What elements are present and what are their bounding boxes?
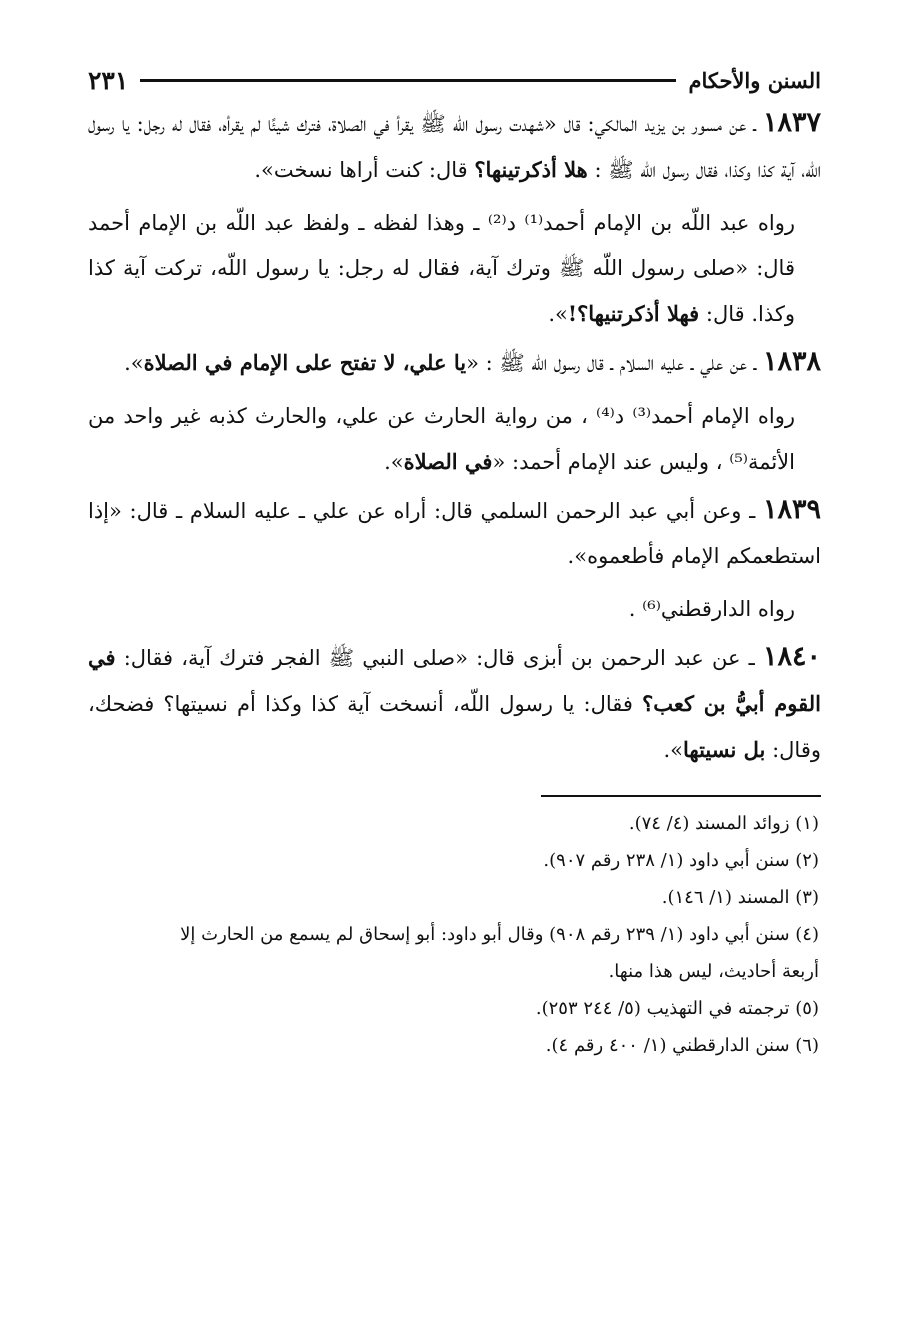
- hadith-bold-text: يا علي، لا تفتح على الإمام في الصلاة: [143, 350, 467, 375]
- hadith-number: ١٨٣٧: [762, 107, 821, 138]
- narration-text: ».: [548, 302, 568, 326]
- hadith-text: قال: كنت أراها نسخت».: [254, 158, 475, 182]
- header-rule: [140, 79, 676, 82]
- hadith-bold-text: بل نسيتها: [683, 737, 766, 762]
- footnote-5: (٥) ترجمته في التهذيب (٥/ ٢٤٤ ٢٥٣).: [535, 998, 819, 1019]
- hadith-text: ».: [124, 351, 144, 375]
- narration-1837: [88, 201, 821, 337]
- hadith-bold-text: هلا أذكرتينها؟: [474, 157, 588, 182]
- hadith-text: ـ عن عبد الرحمن بن أبزى قال: «صلى النبي ﷺ الفجر فترك آية، فقال:: [115, 646, 763, 670]
- narration-text: رواه الدارقطني⁽⁶⁾ .: [628, 597, 795, 621]
- footnote-2: (٢) سنن أبي داود (١/ ٢٣٨ رقم ٩٠٧).: [543, 850, 819, 871]
- hadith-number: ١٨٤٠: [762, 641, 821, 672]
- narration-text: رواه الإمام أحمد⁽³⁾ د⁽⁴⁾ ، من رواية الحارث عن علي، والحارث كذبه غير واحد من الأئمة⁽⁵⁾ ، وليس عند الإمام أحمد: «: [88, 404, 795, 474]
- hadith-1838: [88, 337, 821, 386]
- hadith-1839: [88, 485, 821, 579]
- hadith-bold-text: في القوم أبيُّ بن كعب؟: [88, 645, 821, 716]
- narration-1839: [88, 587, 821, 632]
- narration-bold-text: فهلا أذكرتنيها؟!: [567, 301, 700, 326]
- narration-1838: [88, 394, 821, 485]
- hadith-number: ١٨٣٨: [762, 346, 821, 377]
- narration-text: ».: [384, 450, 404, 474]
- running-header: [88, 62, 821, 98]
- hadith-number: ١٨٣٩: [762, 494, 821, 525]
- hadith-text: ـ عن مسور بن يزيد المالكي: قال «شهدت رسول اللّه ﷺ يقرأ في الصلاة، فترك شيئًا لم يقرأه، فقال له رجل: يا رسول اللّه، آية كذا وكذا، فقال رسول اللّه ﷺ :: [88, 112, 821, 182]
- hadith-1837: [88, 98, 821, 193]
- footnotes: [88, 805, 821, 1064]
- hadith-text: فقال: يا رسول اللّه، أنسخت آية كذا وكذا أم نسيتها؟ فضحك، وقال:: [88, 692, 821, 762]
- footnote-separator: [541, 795, 821, 797]
- narration-text: رواه عبد اللّه بن الإمام أحمد⁽¹⁾ د⁽²⁾ ـ وهذا لفظه ـ ولفظ عبد اللّه بن الإمام أحمد قال: «صلى رسول اللّه ﷺ وترك آية، فقال له رجل: يا رسول اللّه، تركت آية كذا وكذا. قال:: [88, 211, 796, 326]
- narration-bold-text: في الصلاة: [403, 449, 493, 474]
- hadith-text: ـ وعن أبي عبد الرحمن السلمي قال: أراه عن علي ـ عليه السلام ـ قال: «إذا استطعمكم الإمام فأطعموه».: [88, 499, 821, 568]
- footnote-4: (٤) سنن أبي داود (١/ ٢٣٩ رقم ٩٠٨) وقال أبو داود: أبو إسحاق لم يسمع من الحارث إلا: [180, 924, 819, 945]
- footnote-1: (١) زوائد المسند (٤/ ٧٤).: [628, 813, 819, 834]
- hadith-1840: [88, 632, 821, 773]
- hadith-text: ».: [663, 738, 684, 762]
- footnote-4-continuation: أربعة أحاديث، ليس هذا منها.: [608, 961, 819, 982]
- hadith-text: ـ عن علي ـ عليه السلام ـ قال رسول اللّه ﷺ : «: [466, 351, 763, 375]
- running-title: السنن والأحكام: [688, 67, 821, 93]
- page-number: ٢٣١: [88, 65, 129, 95]
- footnote-6: (٦) سنن الدارقطني (١/ ٤٠٠ رقم ٤).: [545, 1035, 819, 1056]
- footnote-3: (٣) المسند (١/ ١٤٦).: [661, 887, 819, 908]
